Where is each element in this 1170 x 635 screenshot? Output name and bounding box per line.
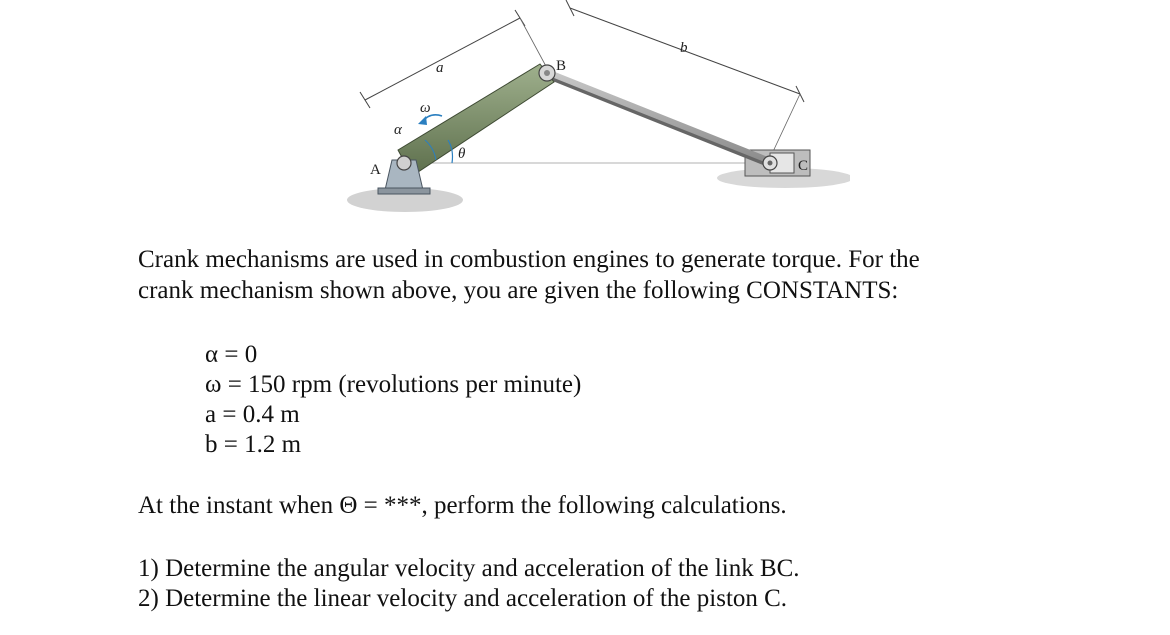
- omega-arrowhead: [418, 116, 427, 125]
- label-b-length: b: [680, 40, 688, 56]
- constant-alpha: α = 0: [205, 341, 258, 368]
- label-a-point: A: [370, 162, 381, 178]
- dimension-tick-a-left: [360, 92, 370, 108]
- label-omega: ω: [420, 100, 431, 116]
- constants-list: [205, 340, 581, 460]
- instant-statement: At the instant when Θ = ***, perform the following calculations.: [138, 492, 787, 519]
- task-item-1: 1) Determine the angular velocity and acceleration of the link BC.: [138, 555, 800, 582]
- constant-omega: ω = 150 rpm (revolutions per minute): [205, 371, 582, 398]
- constant-a: a = 0.4 m: [205, 401, 300, 428]
- intro-line-1: Crank mechanisms are used in combustion engines to generate torque. For the: [138, 246, 920, 273]
- intro-paragraph: [138, 244, 1038, 306]
- pin-a: [397, 156, 411, 170]
- dimension-tick-b-left: [566, 0, 574, 16]
- task-list: [138, 554, 800, 614]
- extension-line-a: [520, 18, 548, 70]
- extension-line-b: [770, 94, 800, 158]
- support-base-a: [378, 188, 430, 194]
- crank-mechanism-diagram: [330, 0, 850, 215]
- intro-line-2: crank mechanism shown above, you are given the following CONSTANTS:: [138, 277, 899, 304]
- label-alpha: α: [394, 122, 402, 138]
- label-b-point: B: [556, 58, 567, 74]
- dimension-line-a: [365, 18, 520, 100]
- constant-b: b = 1.2 m: [205, 431, 302, 458]
- crank-ab: [398, 64, 554, 176]
- pin-b-center: [544, 70, 550, 76]
- pin-c-center: [768, 161, 773, 166]
- label-a-length: a: [436, 60, 444, 76]
- label-c-point: C: [798, 158, 809, 174]
- connecting-rod-bc-highlight: [547, 72, 770, 161]
- label-theta: θ: [458, 146, 466, 162]
- task-item-2: 2) Determine the linear velocity and acceleration of the piston C.: [138, 585, 788, 612]
